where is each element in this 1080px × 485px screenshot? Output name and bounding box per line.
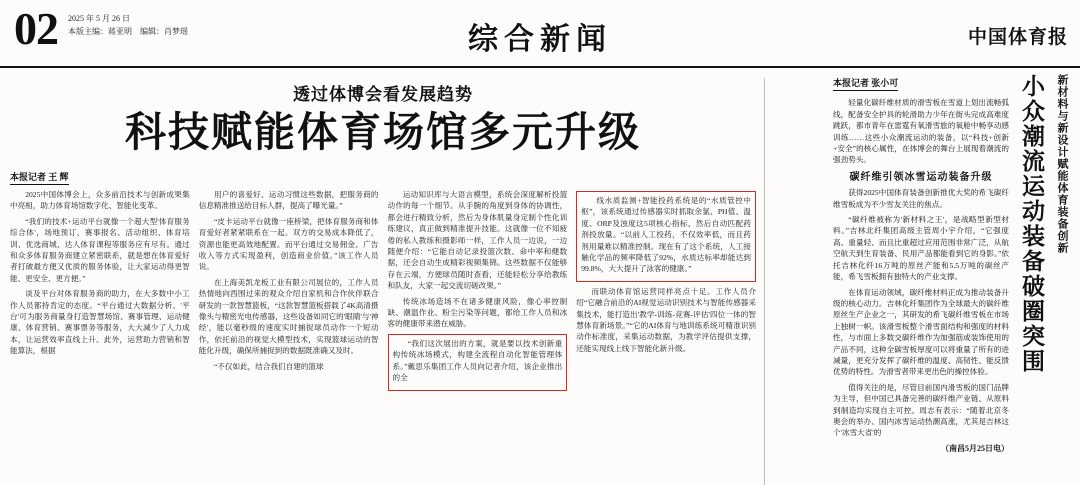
- article-column-1: [10, 189, 190, 395]
- secondary-subhead: 碳纤维引领冰雪运动装备升级: [849, 171, 993, 183]
- article-kicker: 透过体博会看发展趋势: [293, 85, 473, 104]
- paragraph: 值得关注的是，尽管目前国内滑雪板的国门品牌为主导，但中国已具备完善的碳纤维产业链、从原料到制造均实现自主可控。周志有表示：“随着北京冬奥会的举办、国内冰雪运动热潮高涨，尤其是吉林这个'冰雪大省'的: [833, 382, 1009, 438]
- paragraph: 2025中国体博会上，众多前沿技术与创新成果集中亮相，助力体育场馆数字化、智能化变革。: [10, 190, 190, 211]
- paragraph: 线水质监测+智能投药系统是的“水质管控中枢”，该系统通过传感器实时抓取余氯、PH值、温度、ORP及浊度这5项核心指标，然后自动匹配药剂投放量。“以前人工投药，不仅效率低，而且药剂用量难以精准控制。现在有了这个系统，人工接触化学品的频率降低了92%，水质达标率却能达到99.8%，大大提升了泳客的健康。”: [581, 196, 751, 274]
- editor-line: 本版主编：蒋亚明 编辑：肖梦瑶: [68, 27, 188, 36]
- paragraph: “我们这次展出的方案，就是要以技术创新重构传统冰场模式，构建全流程自动化智能管理体系。”戴思乐集团工作人员向记者介绍，该企业推出的全: [392, 338, 563, 383]
- secondary-article-body: [833, 74, 1009, 479]
- secondary-byline: 本报记者 张小可: [833, 78, 898, 91]
- paragraph: “碳纤维被称为'新材料之王'，是战略型新型材料。”吉林北纤集团高级主管周小宇介绍，“它强度高、重量轻、而且比重超过应用范围非常广泛，从航空航天到生育装备、民用产品都能看到它的身影。”依托吉林化纤16万吨的原丝产能和5.5万吨的碳丝产能，希飞雪板拥有独特大的产业支撑。: [833, 215, 1009, 282]
- right-layout: [833, 74, 1070, 479]
- publication-brand: 中国体育报: [967, 27, 1068, 48]
- paragraph: 在体育运动领域，碳纤维材料正成为推动装备升级的核心动力。吉林化纤集团作为全球最大的碳纤维原丝生产企业之一，其研发的希飞碳纤维雪板在市场上独树一帜。该滑雪板整个滑雪面结构和强度的材料性，与市面上多数交碳纤维作为加强筋或装饰使用的产品不同，这种全碳雪板厚度可以将重量了所有的进减量，更充分发挥了碳纤维的温度、高韧性、能反馈优势的特性。为滑雪者带来更出色的操控体验。: [833, 287, 1009, 377]
- article-columns: [10, 189, 756, 395]
- paragraph: 用户的喜爱好、运动习惯这些数据，把服务商的信息精准推送给目标人群，提高了曝光量。”: [198, 190, 379, 211]
- secondary-vertical-kicker: 新材料与新设计赋能体育装备创新: [1056, 74, 1068, 254]
- secondary-article: [771, 74, 1070, 485]
- paragraph: “不仅如此，结合我们自建的篮球: [213, 361, 324, 371]
- paragraph: 谈及平台对体育服务商的助力，在大多数中小工作人员都持肯定的态度。“平台通过大数据分析、'平台'可为服务商量身打造智慧场馆、赛事管理、运动健康、体育营销、赛事票务等服务，大大减少了人力成本，让运营效率直线上升。此外，运营助力营销和智能算法，根据: [10, 289, 190, 356]
- article-byline: 本报记者 王 辉: [10, 170, 69, 185]
- section-title: 综合新闻: [468, 23, 612, 56]
- main-article: [10, 74, 764, 485]
- masthead: [0, 0, 1080, 68]
- highlight-box-upper: [576, 191, 756, 282]
- article-column-3: [388, 189, 568, 395]
- paragraph: 轻量化碳纤维材质的滑雪板在雪道上划出流畅弧线，配备安全护具的轮滑助力少年在街头完成高难度跳跃，都市青年在雷霆有氧滑雪旅的氧舱中畅享动感训练……这些小众潮流运动的装备，以“科技+创新+安全”的核心属性，在体博会的舞台上展现着潮流的强劲势头。: [833, 98, 1009, 165]
- paragraph: “我们的技术+运动平台就像一个超大型'体育服务综合体'，场地预订、赛事报名、活动组织、体育培训、优选商城、达人体育课程等服务应有尽有。通过和众多体育服务商建立紧密联系，就是想在体育爱好者打破最方便又优质的服务体验，让大家运动得更智能、更安全、更方便。”: [10, 216, 190, 283]
- paragraph: 运动知识库与大语言模型，系统会深度解析投篮动作的每一个细节。从手腕的角度到身体的协调性，都会进行精致分析，然后为身体肌量身定制个性化训练建议，真正做到精准提升技能。这就像一位不知疲倦的私人教练和摄影师一样，工作人员一边说，一边随便介绍：“它能自动记录投篮次数、命中率和健数据，还会自动生成精彩视频集锦。这些数据不仅能够存在云端，方便球员随时查看，还能轻松分享给教练和队友，大家一起交流切磋改果。”: [387, 190, 568, 291]
- article-headline: 科技赋能体育场馆多元升级: [125, 109, 641, 155]
- article-column-4: [576, 189, 756, 395]
- page-number: 02: [14, 3, 58, 54]
- column-divider: [764, 78, 765, 485]
- dateline: （南昌5月25日电）: [941, 443, 1009, 453]
- publication-date: 2025 年 5 月 26 日: [68, 14, 130, 23]
- paragraph: 在上海美凯龙板工业有限公司展位的，工作人员热情地向西围过来的观众介绍自家机和合作伙伴联合研发的一款智慧篮板，“这款智慧篮板搭载了4K高清摄像头与精密光电传感器，这些设备如同它的'眼睛'与'神经'，能以毫秒级的速度实时捕捉球员动作一个短动作，依托前沿的视觉大模型技术，实现篮球运动的智能化升级，确保所捕捉到的数据既准确又及时。: [198, 277, 379, 356]
- article-column-2: [199, 189, 379, 395]
- paragraph: “皮卡运动平台就像一座桥梁，把体育服务商和体育爱好者紧紧联系在一起。双方的交易成本降低了，资源也能更高效地配置。而平台通过交易佣金、广告收入等方式实现盈利，创造商业价值。”该工作人员说。: [198, 216, 379, 272]
- paragraph: 获得2025中国体育装备创新推优大奖的希飞碳纤维雪板成为不少雪友关注的焦点。: [833, 188, 1009, 209]
- secondary-vertical-headline: 小众潮流运动装备破圈突围: [1019, 74, 1044, 374]
- paragraph: 而联动体育馆运营同样亮点十足。工作人员介绍“它融合前沿的AI视觉运动识别技术与智能传感器采集技术，能打造出'教学-训练-竞赛-评估'四位一体的智慧体育新场景。”“它的AI体育与地训练系统可精准识别动作标准度，采集运动数据，为教学评估提供支撑，还能实现线上线下智能化新升级。: [576, 286, 756, 353]
- highlight-box-lower: [388, 334, 568, 391]
- paragraph: 传统冰场造场不在诸多健康风险，像心率控制缺、潮温作业、粉尘污染等问题，都给工作人员和冰客的健康带来潜在威胁。: [387, 296, 568, 329]
- page-content: [0, 68, 1080, 485]
